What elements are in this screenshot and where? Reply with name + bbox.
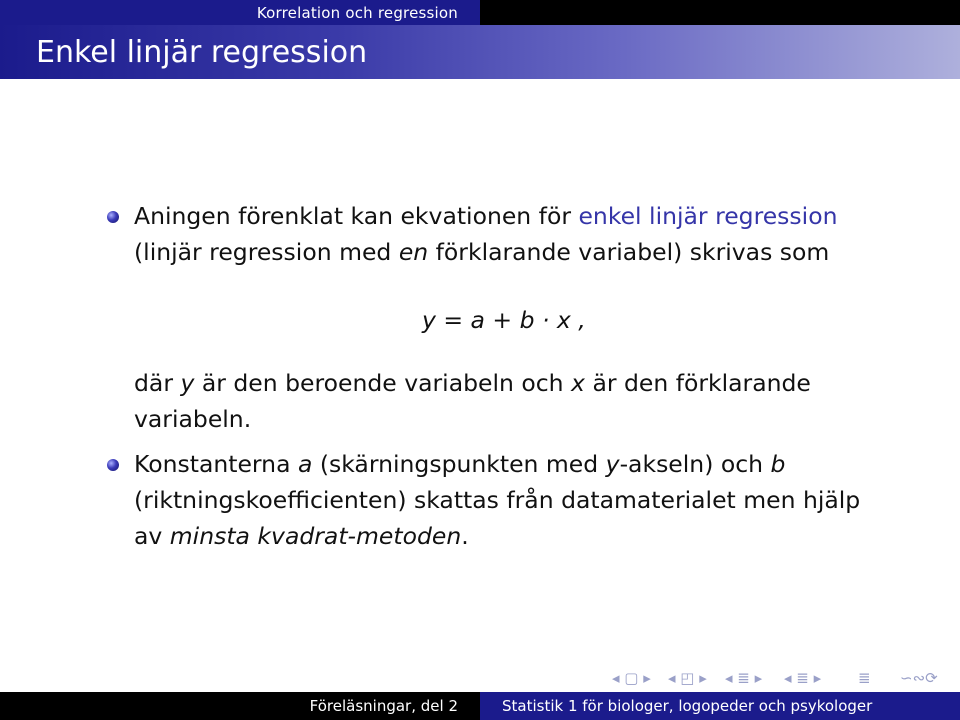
bullet1-line3 <box>134 369 811 397</box>
math-var: a <box>297 450 313 478</box>
frame-title: Enkel linjär regression <box>36 35 368 70</box>
text: (skärningspunkten med <box>312 450 606 478</box>
nav-frame-icon[interactable]: ◂ ▢ ▸ <box>612 669 651 687</box>
emphasis: en <box>398 238 429 266</box>
bullet1-line4: variabeln. <box>134 405 252 433</box>
text: (linjär regression med <box>134 238 399 266</box>
highlighted-term: enkel linjär regression <box>578 202 838 230</box>
bullet1-line1 <box>134 202 837 230</box>
footer-right-text: Statistik 1 för biologer, logopeder och psykologer <box>502 697 873 715</box>
bullet-icon <box>107 211 119 223</box>
footer-bar <box>0 692 960 720</box>
bullet2-line2: (riktningskoefficienten) skattas från datamaterialet men hjälp <box>134 486 861 514</box>
math-var: b <box>770 450 786 478</box>
nav-search-icon[interactable]: ∽∾⟳ <box>900 669 938 687</box>
footer-right <box>480 692 960 720</box>
text: är den förklarande <box>584 369 811 397</box>
math-var: x <box>571 369 585 397</box>
text: där <box>134 369 181 397</box>
nav-section-icon[interactable]: ◂ ≣ ▸ <box>725 669 763 687</box>
text: . <box>461 522 469 550</box>
section-title: Korrelation och regression <box>256 4 458 22</box>
math-var: y <box>605 450 620 478</box>
nav-document-icon[interactable]: ≣ <box>858 669 871 687</box>
emphasis: minsta kvadrat-metoden <box>169 522 462 550</box>
text: är den beroende variabeln och <box>194 369 572 397</box>
text: av <box>134 522 170 550</box>
bullet1-line2 <box>134 238 829 266</box>
bullet2-line3 <box>134 522 469 550</box>
bullet2-line1 <box>134 450 785 478</box>
text: -akseln) och <box>619 450 771 478</box>
footer-left <box>0 692 480 720</box>
nav-subsection2-icon[interactable]: ◂ ≣ ▸ <box>784 669 822 687</box>
text: Aningen förenklat kan ekvationen för <box>134 202 579 230</box>
text: Konstanterna <box>134 450 298 478</box>
text: förklarande variabel) skrivas som <box>428 238 830 266</box>
equation: y = a + b · x , <box>422 306 586 334</box>
bullet-icon <box>107 459 119 471</box>
footer-left-text: Föreläsningar, del 2 <box>309 697 458 715</box>
nav-subsection-icon[interactable]: ◂ ◰ ▸ <box>668 669 707 687</box>
math-var: y <box>180 369 195 397</box>
